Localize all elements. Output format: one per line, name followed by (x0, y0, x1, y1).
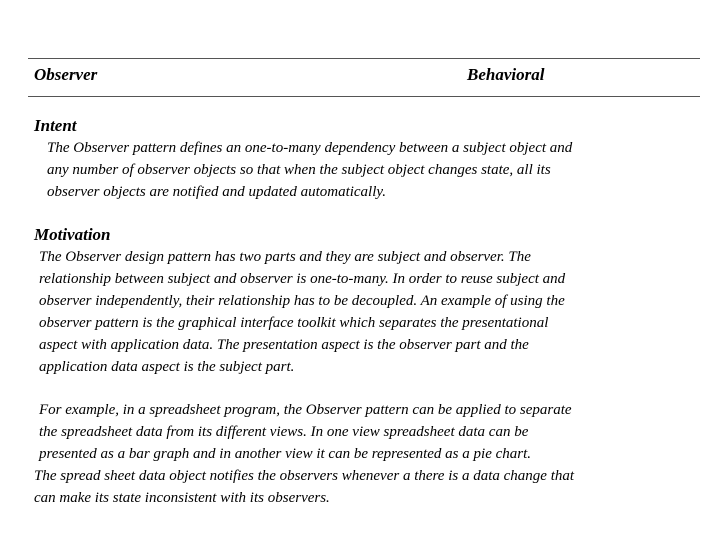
header-top-rule (28, 58, 700, 59)
motivation-heading: Motivation (34, 225, 111, 244)
example-paragraph: For example, in a spreadsheet program, the Observer pattern can be applied to separate the spreadsheet data from its different views. In one view spreadsheet data can be presented as a bar graph and in another view it can be represented as a pie chart. (39, 402, 572, 462)
motivation-paragraph: The Observer design pattern has two parts and they are subject and observer. The relationship between subject and observer is one-to-many. In order to reuse subject and observer independently, their relationship has to be decoupled. An example of using the observer pattern is the graphical interface toolkit which separates the presentational aspect with application data. The presentation aspect is the observer part and the application data aspect is the subject part. (39, 249, 566, 375)
pattern-name: Observer (34, 65, 98, 84)
closing-paragraph: The spread sheet data object notifies the observers whenever a there is a data change that can make its state inconsistent with its observers. (34, 468, 575, 506)
intent-paragraph: The Observer pattern defines an one-to-many dependency between a subject object and any number of observer objects so that when the subject object changes state, all its observer objects are notified and updated automatically. (47, 140, 573, 200)
pattern-category: Behavioral (467, 65, 545, 84)
header-bottom-rule (28, 96, 700, 97)
intent-heading: Intent (34, 116, 77, 135)
